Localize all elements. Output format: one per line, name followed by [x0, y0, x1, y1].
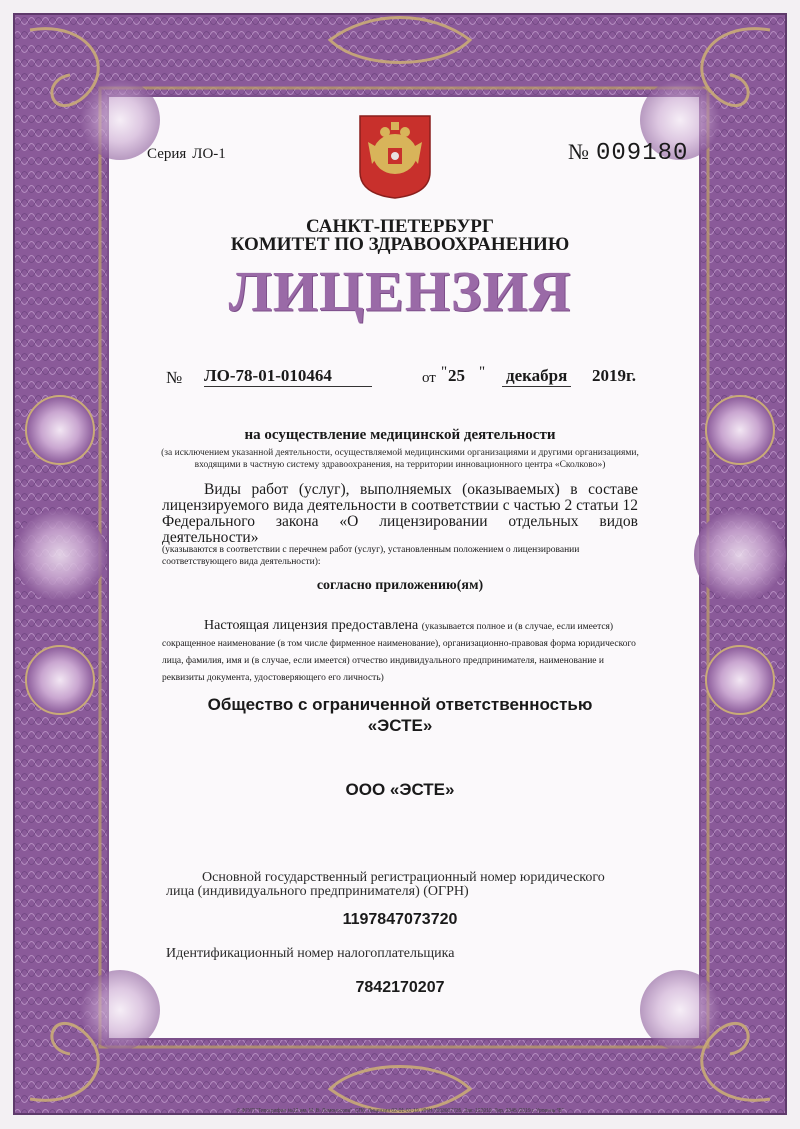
- organization-full-name: [150, 694, 650, 736]
- license-day: 25: [448, 366, 465, 385]
- series: [147, 146, 226, 163]
- document-title: ЛИЦЕНЗИЯ: [228, 259, 572, 324]
- inn-value: 7842170207: [355, 979, 445, 996]
- date-from-label: от: [422, 370, 436, 386]
- granted-paragraph: [162, 617, 638, 685]
- year-suffix: г.: [626, 366, 637, 385]
- inn-label: Идентификационный номер налогоплательщика: [166, 946, 455, 961]
- quote-close: ": [479, 364, 486, 380]
- city-heading: САНКТ-ПЕТЕРБУРГ: [306, 216, 494, 237]
- organization-short-name: ООО «ЭСТЕ»: [345, 780, 455, 799]
- org-full-line1: Общество с ограниченной ответственностью: [207, 695, 593, 714]
- granted-note: (указывается полное и (в случае, если имеется) сокращенное наименование (в том числе фирменное наименование), организационно-правовая форма юридического лица, фамилия, имя и (в случае, если имеется) отчество индивидуального предпринимателя, наименование и реквизиты документа, удостоверяющего его личность): [162, 622, 636, 683]
- serial-number: [568, 139, 688, 167]
- license-year: [592, 366, 636, 386]
- coat-of-arms-icon: [356, 114, 434, 200]
- works-paragraph: [162, 482, 638, 546]
- works-text: Виды работ (услуг), выполняемых (оказываемых) в составе лицензируемого вида деятельности в соответствии с частью 2 статьи 12 Федерального закона «О лицензировании отдельных видов деятельности»: [162, 481, 638, 546]
- license-purpose: на осуществление медицинской деятельности: [244, 427, 556, 443]
- series-value: ЛО-1: [192, 146, 226, 162]
- purpose-note: (за исключением указанной деятельности, осуществляемой медицинскими организациями и другими организациями, входящими в частную систему здравоохранения, на территории инновационного центра «Сколково»): [161, 448, 639, 470]
- series-label: Серия: [147, 146, 187, 162]
- org-full-line2: «ЭСТЕ»: [367, 716, 433, 735]
- license-number: ЛО-78-01-010464: [204, 366, 372, 387]
- granted-text: Настоящая лицензия предоставлена: [204, 618, 419, 633]
- annex-reference: согласно приложению(ям): [316, 578, 484, 593]
- committee-heading: КОМИТЕТ ПО ЗДРАВООХРАНЕНИЮ: [230, 234, 570, 255]
- works-note: (указываются в соответствии с перечнем работ (услуг), установленным положением о лицензировании соответствующего вида деятельности):: [162, 545, 580, 567]
- printer-imprint: © ФГУП "Типография №12 им. М. В. Ломоносова". СПб. Лицензия 02-01-01-19. ИНН 7803007735. Зак. 192019. Тир. 3345 /2019 г. Уровень "Б": [236, 1108, 564, 1114]
- license-month: декабря: [502, 366, 571, 387]
- ogrn-value: 1197847073720: [342, 911, 458, 928]
- quote-open: ": [441, 364, 448, 380]
- serial-value: 009180: [596, 140, 689, 167]
- year-value: 2019: [592, 366, 626, 385]
- license-number-label: №: [166, 368, 183, 387]
- number-sign: №: [568, 139, 590, 164]
- ogrn-label: Основной государственный регистрационный номер юридического лица (индивидуального предпринимателя) (ОГРН): [166, 870, 605, 899]
